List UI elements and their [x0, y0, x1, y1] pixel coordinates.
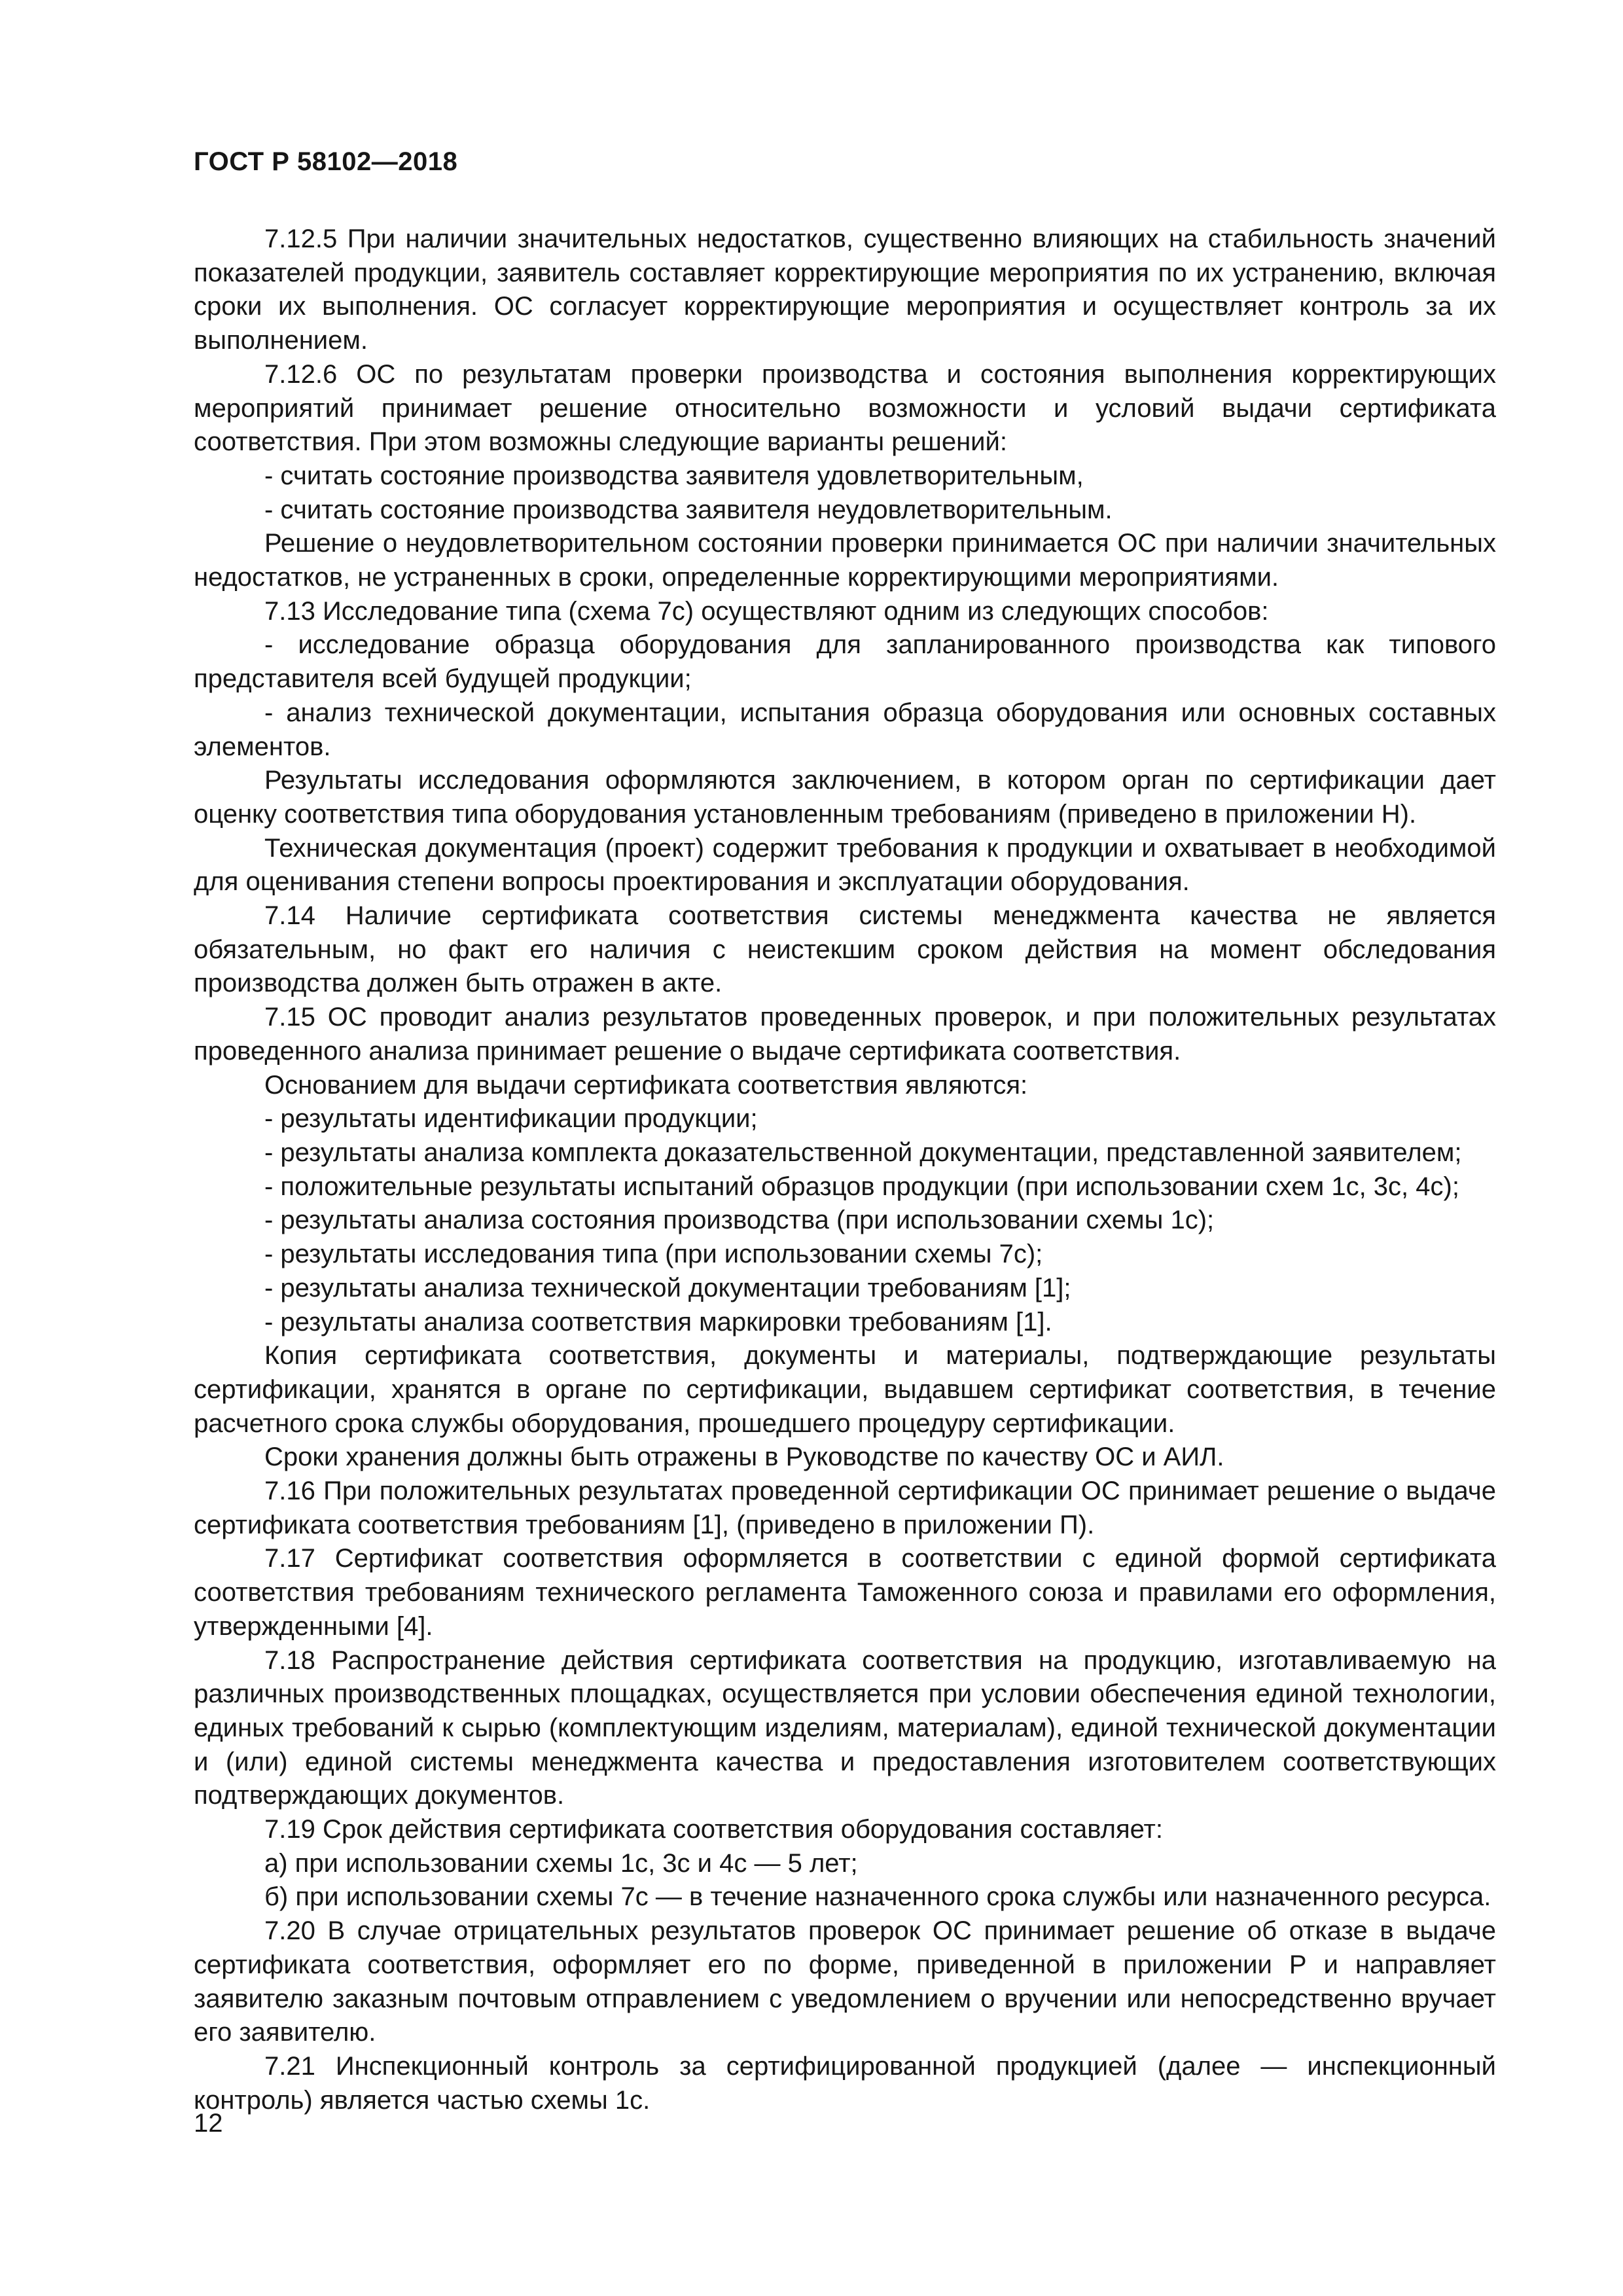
paragraph-7-20: 7.20 В случае отрицательных результатов проверок ОС принимает решение об отказе в выдаче сертификата соответствия, оформляет его по форме, приведенной в приложении Р и направляет заявителю заказным почтовым отправлением с уведомлением о вручении или непосредственно вручает его заявителю. — [194, 1916, 1496, 2047]
list-item: - результаты анализа состояния производства (при использовании схемы 1с); — [264, 1206, 1215, 1235]
paragraph: Результаты исследования оформляются заключением, в котором орган по сертификации дает оценку соответствия типа оборудования установленным требованиям (приведено в приложении Н). — [194, 766, 1496, 829]
list-item: - результаты анализа комплекта доказательственной документации, представленной заявителем; — [264, 1138, 1462, 1167]
list-item: - положительные результаты испытаний образцов продукции (при использовании схем 1с, 3с, 4с); — [264, 1172, 1459, 1201]
paragraph-7-12-5: 7.12.5 При наличии значительных недостатков, существенно влияющих на стабильность значений показателей продукции, заявитель составляет корректирующие мероприятия по их устранению, включая сроки их выполнения. ОС согласует корректирующие мероприятия и осуществляет контроль за их выполнением. — [194, 224, 1496, 355]
paragraph-7-18: 7.18 Распространение действия сертификата соответствия на продукцию, изготавливаемую на различных производственных площадках, осуществляется при условии обеспечения единой технологии, единых требований к сырью (комплектующим изделиям, материалам), единой технической документации и (или) единой системы менеджмента качества и предоставления изготовителем соответствующих подтверждающих документов. — [194, 1645, 1496, 1810]
list-item: - результаты идентификации продукции; — [264, 1104, 758, 1134]
paragraph-7-14: 7.14 Наличие сертификата соответствия системы менеджмента качества не является обязательным, но факт его наличия с неистекшим сроком действия на момент обследования производства должен быть отражен в акте. — [194, 901, 1496, 998]
list-item: - считать состояние производства заявителя удовлетворительным, — [264, 461, 1084, 490]
page-number: 12 — [194, 2109, 223, 2138]
paragraph: Решение о неудовлетворительном состоянии проверки принимается ОС при наличии значительных недостатков, не устраненных в сроки, определенные корректирующими мероприятиями. — [194, 529, 1496, 592]
paragraph-7-13: 7.13 Исследование типа (схема 7с) осуществляют одним из следующих способов: — [264, 596, 1269, 626]
paragraph: Сроки хранения должны быть отражены в Руководстве по качеству ОС и АИЛ. — [264, 1443, 1224, 1472]
list-item: а) при использовании схемы 1с, 3с и 4с — 5 лет; — [264, 1848, 858, 1878]
paragraph: Техническая документация (проект) содержит требования к продукции и охватывает в необходимой для оценивания степени вопросы проектирования и эксплуатации оборудования. — [194, 833, 1496, 897]
list-item: - исследование образца оборудования для запланированного производства как типового представителя всей будущей продукции; — [194, 630, 1496, 694]
list-item: - результаты анализа технической документации требованиям [1]; — [264, 1273, 1071, 1302]
paragraph-7-12-6: 7.12.6 ОС по результатам проверки производства и состояния выполнения корректирующих мероприятий принимает решение относительно возможности и условий выдачи сертификата соответствия. При этом возможны следующие варианты решений: — [194, 359, 1496, 457]
document-code-header: ГОСТ Р 58102—2018 — [194, 147, 458, 176]
list-item: - анализ технической документации, испытания образца оборудования или основных составных элементов. — [194, 698, 1496, 761]
list-item: - результаты анализа соответствия маркировки требованиям [1]. — [264, 1307, 1052, 1336]
paragraph-7-19: 7.19 Срок действия сертификата соответствия оборудования составляет: — [264, 1815, 1163, 1844]
paragraph-7-15: 7.15 ОС проводит анализ результатов проведенных проверок, и при положительных результатах проведенного анализа принимает решение о выдаче сертификата соответствия. — [194, 1003, 1496, 1066]
list-item: - результаты исследования типа (при использовании схемы 7с); — [264, 1240, 1043, 1269]
paragraph: Копия сертификата соответствия, документы и материалы, подтверждающие результаты сертификации, хранятся в органе по сертификации, выдавшем сертификат соответствия, в течение расчетного срока службы оборудования, прошедшего процедуру сертификации. — [194, 1341, 1496, 1438]
paragraph: Основанием для выдачи сертификата соответствия являются: — [264, 1070, 1028, 1100]
list-item: - считать состояние производства заявителя неудовлетворительным. — [264, 495, 1113, 524]
paragraph-7-17: 7.17 Сертификат соответствия оформляется в соответствии с единой формой сертификата соответствия требованиям технического регламента Таможенного союза и правилами его оформления, утвержденными [4]. — [194, 1544, 1496, 1641]
paragraph-7-21: 7.21 Инспекционный контроль за сертифицированной продукцией (далее — инспекционный контроль) является частью схемы 1с. — [194, 2051, 1496, 2115]
paragraph-7-16: 7.16 При положительных результатах проведенной сертификации ОС принимает решение о выдаче сертификата соответствия требованиям [1], (приведено в приложении П). — [194, 1477, 1496, 1539]
list-item: б) при использовании схемы 7с — в течение назначенного срока службы или назначенного ресурса. — [264, 1882, 1491, 1912]
document-body — [194, 223, 1496, 2117]
